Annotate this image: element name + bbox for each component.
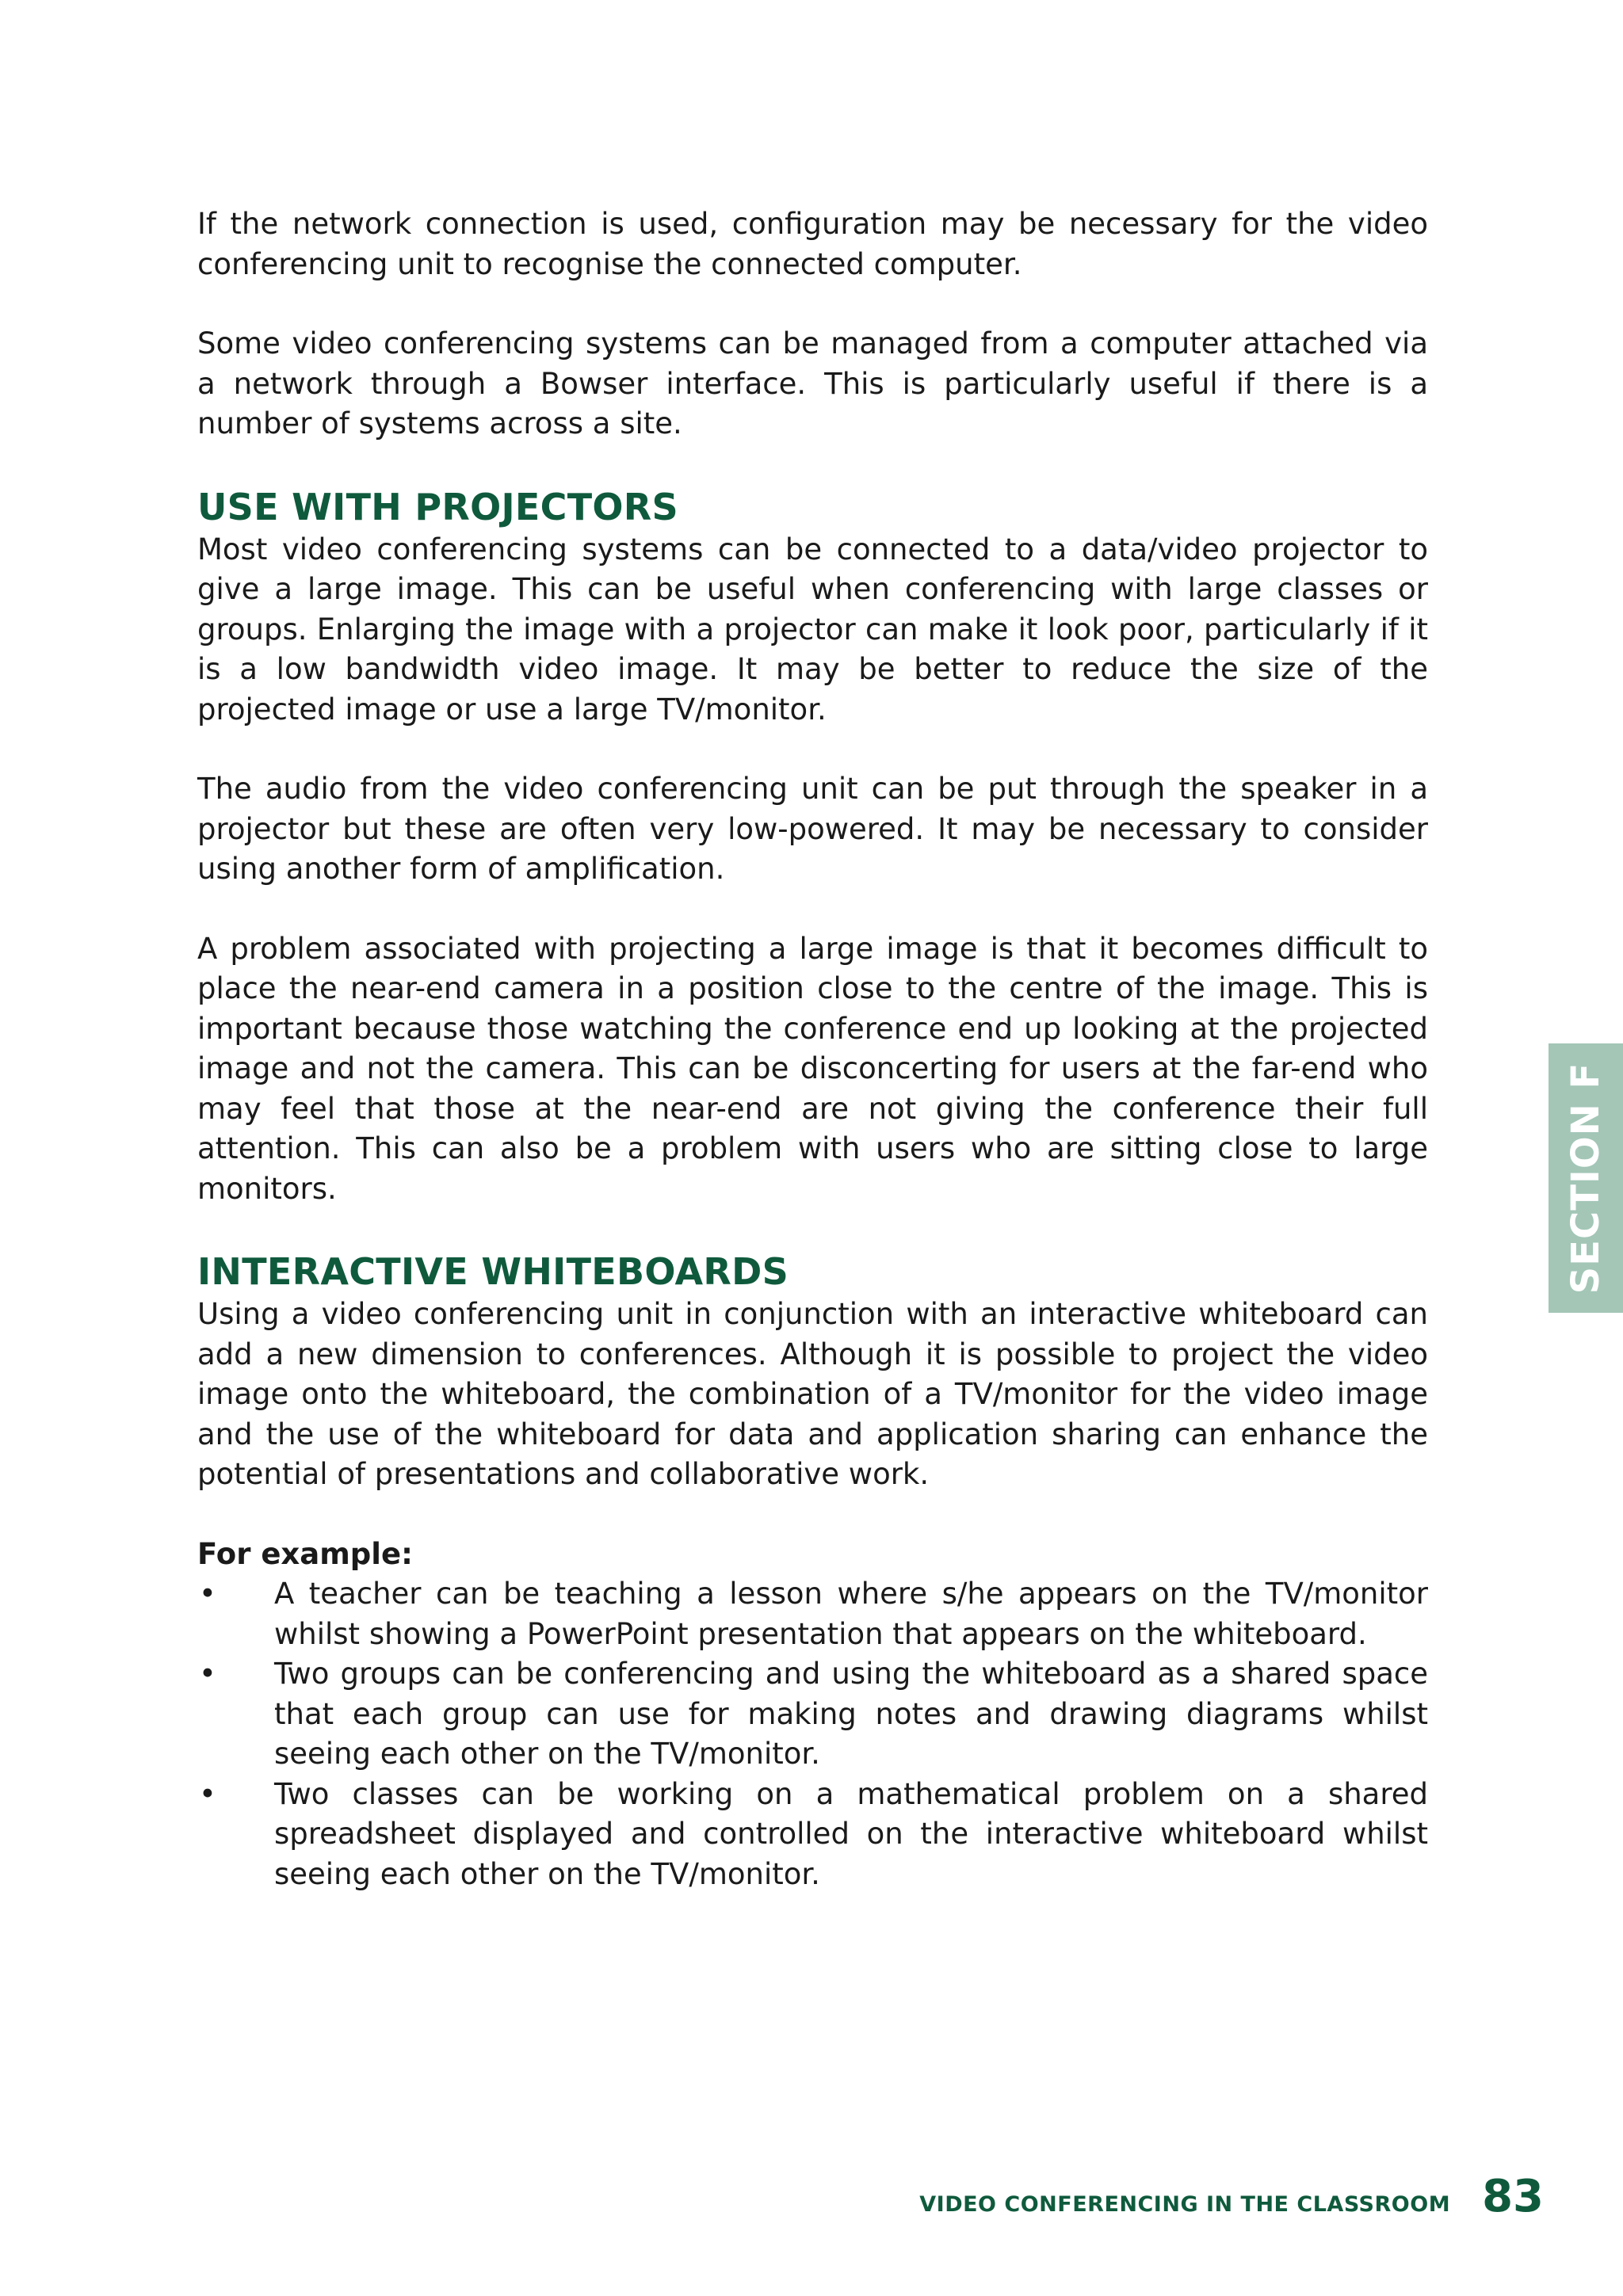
example-heading: For example:: [197, 1536, 413, 1571]
list-item-text: A teacher can be teaching a lesson where s/he appears on the TV/monitor whilst showing a PowerPoint presentation that appears on the whiteboard.: [274, 1577, 1428, 1651]
example-list: [197, 1574, 1428, 1894]
section-tab-label: SECTION F: [1564, 1062, 1608, 1295]
projectors-paragraph-3: A problem associated with projecting a large image is that it becomes difficult to place the near-end camera in a position close to the centre of the image. This is important because those watching the conference end up looking at the projected image and not the camera. This can be disconcerting for users at the far-end who may feel that those at the near-end are not giving the conference their full attention. This can also be a problem with users who are sitting close to large monitors.: [197, 931, 1428, 1206]
projectors-paragraph-2: The audio from the video conferencing unit can be put through the speaker in a projector but these are often very low-powered. It may be necessary to consider using another form of amplification.: [197, 772, 1428, 886]
page-number: 83: [1482, 2171, 1544, 2222]
bullet-icon: •: [199, 1657, 216, 1691]
section-tab: [1549, 1043, 1623, 1313]
page-footer: [919, 2171, 1544, 2222]
heading-use-with-projectors: USE WITH PROJECTORS: [197, 485, 678, 528]
bullet-icon: •: [199, 1577, 216, 1611]
page-content: [197, 204, 1428, 1894]
heading-interactive-whiteboards: INTERACTIVE WHITEBOARDS: [197, 1250, 789, 1293]
list-item-text: Two classes can be working on a mathematical problem on a shared spreadsheet displayed and controlled on the interactive whiteboard whilst seeing each other on the TV/monitor.: [274, 1776, 1428, 1891]
bullet-icon: •: [199, 1776, 216, 1811]
intro-paragraph-2: Some video conferencing systems can be managed from a computer attached via a network through a Bowser interface. This is particularly useful if there is a number of systems across a site.: [197, 326, 1428, 441]
list-item: [197, 1574, 1428, 1654]
intro-paragraph-1: If the network connection is used, configuration may be necessary for the video conferencing unit to recognise the connected computer.: [197, 207, 1428, 281]
list-item: [197, 1775, 1428, 1895]
projectors-paragraph-1: Most video conferencing systems can be connected to a data/video projector to give a large image. This can be useful when conferencing with large classes or groups. Enlarging the image with a projector can make it look poor, particularly if it is a low bandwidth video image. It may be better to reduce the size of the projected image or use a large TV/monitor.: [197, 532, 1428, 727]
whiteboards-paragraph-1: Using a video conferencing unit in conjunction with an interactive whiteboard can add a new dimension to conferences. Although it is possible to project the video image onto the whiteboard, the combination of a TV/monitor for the video image and the use of the whiteboard for data and application sharing can enhance the potential of presentations and collaborative work.: [197, 1297, 1428, 1491]
list-item-text: Two groups can be conferencing and using the whiteboard as a shared space that each group can use for making notes and drawing diagrams whilst seeing each other on the TV/monitor.: [274, 1657, 1428, 1771]
list-item: [197, 1654, 1428, 1775]
running-title: VIDEO CONFERENCING IN THE CLASSROOM: [919, 2192, 1451, 2217]
